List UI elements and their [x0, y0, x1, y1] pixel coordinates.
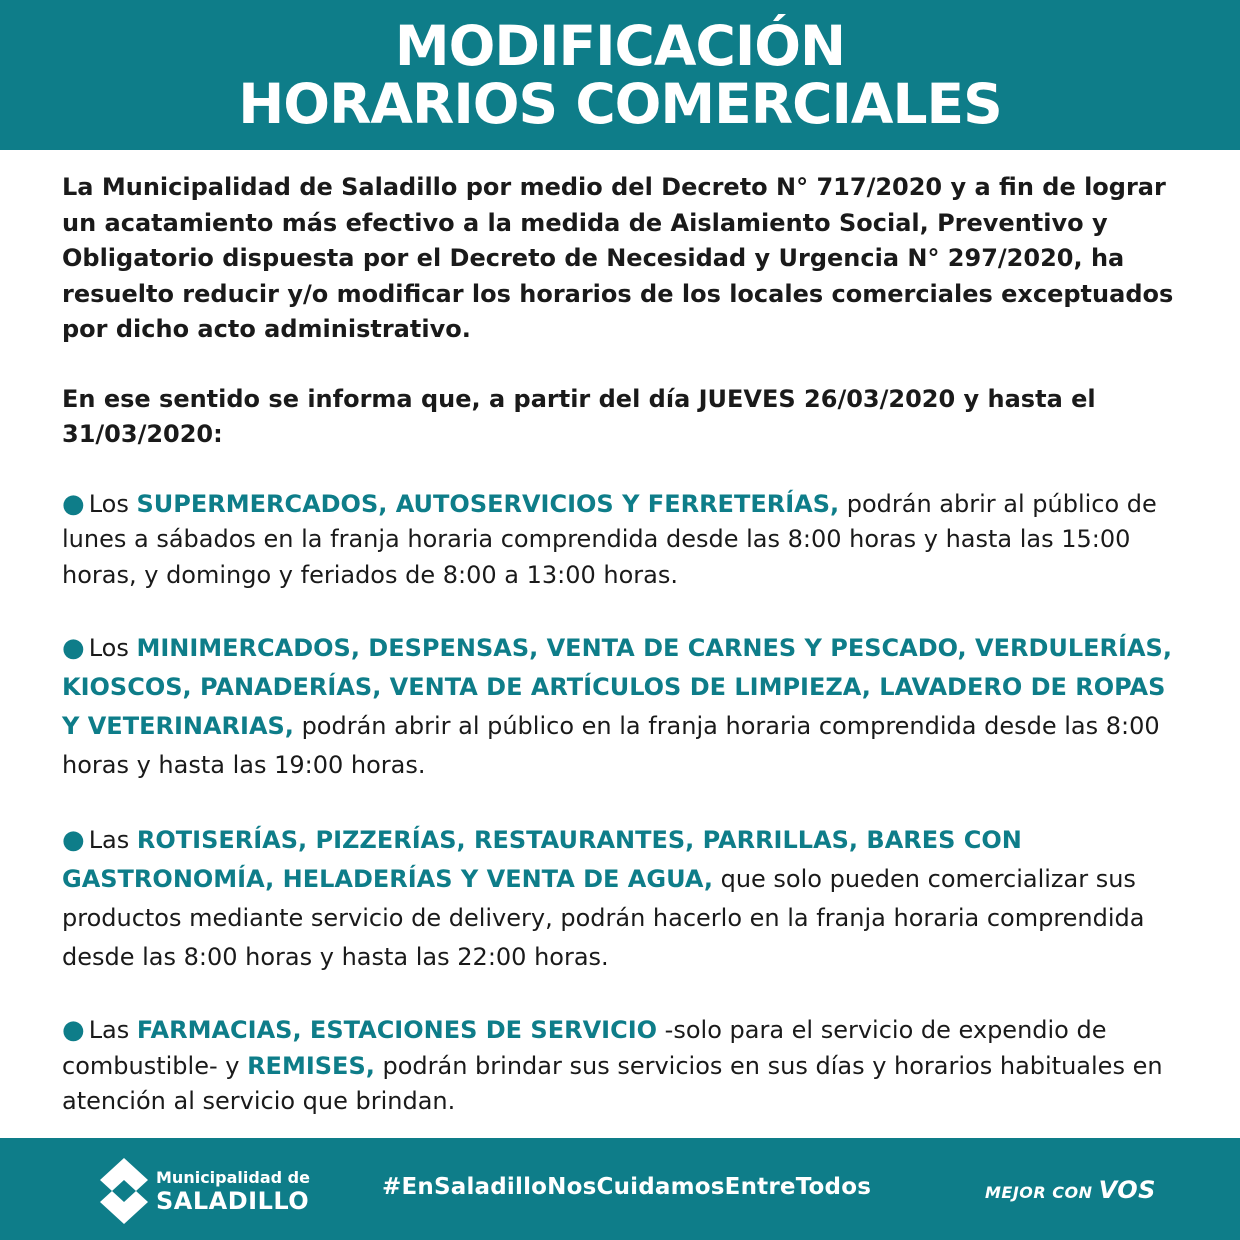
- bullet-text-2: podrán brindar sus servicios en sus días y horarios habituales en atención al servicio que brindan.: [62, 1051, 1163, 1115]
- title-line-1: MODIFICACIÓN: [394, 14, 846, 78]
- bullet-minimercados: [62, 629, 1182, 785]
- intro-paragraph-1: La Municipalidad de Saladillo por medio del Decreto N° 717/2020 y a fin de lograr un acatamiento más efectivo a la medida de Aislamiento Social, Preventivo y Obligatorio dispuesta por el Decreto de Necesidad y Urgencia N° 297/2020, ha resuelto reducir y/o modificar los horarios de los locales comerciales exceptuados por dicho acto administrativo.: [62, 173, 1174, 343]
- bullet-highlight-2: REMISES,: [247, 1051, 375, 1080]
- bullet-rotiserias: [62, 821, 1182, 977]
- main-content: [62, 170, 1182, 1120]
- slogan: [985, 1176, 1156, 1204]
- saladillo-logo-icon: [100, 1158, 148, 1224]
- logo-big-text: SALADILLO: [156, 1187, 310, 1215]
- header-banner: [0, 0, 1240, 150]
- bullet-text: podrán abrir al público en la franja horaria comprendida desde las 8:00 horas y hasta las 19:00 horas.: [62, 712, 1160, 779]
- bullet-text: que solo pueden comercializar sus productos mediante servicio de delivery, podrán hacerlo en la franja horaria comprendida desde las 8:00 horas y hasta las 22:00 horas.: [62, 865, 1145, 971]
- teal-dot-icon: ●: [62, 633, 85, 663]
- bullet-list: [62, 487, 1182, 1120]
- logo-text: [156, 1168, 310, 1214]
- slogan-big: VOS: [1098, 1176, 1156, 1204]
- teal-dot-icon: ●: [62, 488, 85, 519]
- intro: [62, 170, 1182, 453]
- logo-small-text: Municipalidad de: [156, 1168, 310, 1187]
- municipality-logo: [100, 1158, 310, 1224]
- bullet-supermercados: [62, 487, 1182, 594]
- bullet-text: -solo para el servicio de expendio de combustible- y: [62, 1016, 1107, 1080]
- bullet-highlight: MINIMERCADOS, DESPENSAS, VENTA DE CARNES Y PESCADO, VERDULERÍAS, KIOSCOS, PANADERÍAS, VENTA DE ARTÍCULOS DE LIMPIEZA, LAVADERO DE ROPAS Y VETERINARIAS,: [62, 634, 1172, 740]
- hashtag: #EnSaladilloNosCuidamosEntreTodos: [382, 1174, 872, 1200]
- teal-dot-icon: ●: [62, 825, 85, 855]
- bullet-highlight: SUPERMERCADOS, AUTOSERVICIOS Y FERRETERÍAS,: [136, 489, 840, 518]
- footer-bar: [0, 1138, 1240, 1240]
- teal-dot-icon: ●: [62, 1015, 85, 1045]
- bullet-lead: Las: [88, 826, 137, 854]
- bullet-lead: Los: [88, 489, 137, 518]
- bullet-text: podrán abrir al público de lunes a sábados en la franja horaria comprendida desde las 8:00 horas y hasta las 15:00 horas, y domingo y feriados de 8:00 a 13:00 horas.: [62, 489, 1157, 589]
- intro-paragraph-2: En ese sentido se informa que, a partir del día JUEVES 26/03/2020 y hasta el 31/03/2020:: [62, 384, 1096, 448]
- bullet-highlight: ROTISERÍAS, PIZZERÍAS, RESTAURANTES, PARRILLAS, BARES CON GASTRONOMÍA, HELADERÍAS Y VENTA DE AGUA,: [62, 826, 1022, 893]
- bullet-lead: Las: [88, 1016, 137, 1044]
- slogan-small: MEJOR CON: [985, 1183, 1099, 1202]
- bullet-highlight: FARMACIAS, ESTACIONES DE SERVICIO: [136, 1016, 658, 1044]
- bullet-farmacias: [62, 1013, 1182, 1120]
- bullet-lead: Los: [88, 634, 137, 662]
- title-line-2: HORARIOS COMERCIALES: [238, 72, 1002, 136]
